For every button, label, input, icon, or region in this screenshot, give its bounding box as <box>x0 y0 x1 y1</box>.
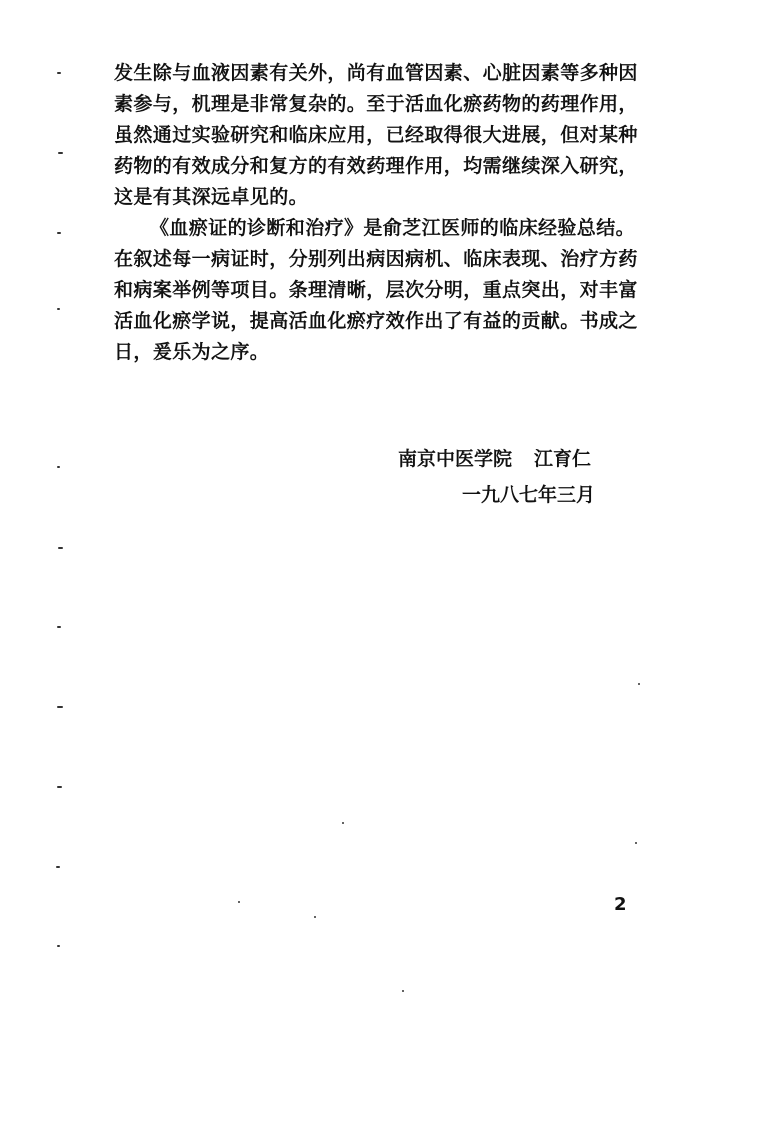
paragraph-start-line: 《血瘀证的诊断和治疗》是俞芝江医师的临床经验总结。 <box>150 217 636 239</box>
scan-speck <box>57 706 63 708</box>
text-line: 日，爰乐为之序。 <box>114 341 270 363</box>
scan-speck <box>57 786 62 788</box>
scan-speck <box>57 945 60 947</box>
scan-speck <box>57 72 61 74</box>
scan-speck <box>56 866 60 868</box>
signature-author: 江育仁 <box>534 448 592 470</box>
text-line: 虽然通过实验研究和临床应用，已经取得很大进展，但对某种 <box>114 124 638 146</box>
text-line: 和病案举例等项目。条理清晰，层次分明，重点突出，对丰富 <box>114 279 638 301</box>
text-line: 素参与，机理是非常复杂的。至于活血化瘀药物的药理作用， <box>114 93 638 115</box>
scan-speck <box>58 152 63 154</box>
text-line: 发生除与血液因素有关外，尚有血管因素、心脏因素等多种因 <box>114 62 638 84</box>
scan-speck <box>314 916 316 918</box>
scan-speck <box>58 547 63 549</box>
scan-speck <box>342 822 344 824</box>
scan-speck <box>638 683 640 685</box>
preface-body <box>114 58 644 368</box>
scan-speck <box>402 990 404 992</box>
signature-date: 一九八七年三月 <box>462 484 596 506</box>
page-number: 2 <box>614 894 627 915</box>
signature-institution: 南京中医学院 <box>398 448 513 470</box>
scan-speck <box>57 308 60 310</box>
signature-block <box>398 444 595 516</box>
text-line: 在叙述每一病证时，分别列出病因病机、临床表现、治疗方药 <box>114 248 638 270</box>
text-line: 活血化瘀学说，提高活血化瘀疗效作出了有益的贡献。书成之 <box>114 310 638 332</box>
text-line: 这是有其深远卓见的。 <box>114 186 309 208</box>
scan-speck <box>57 232 61 234</box>
scan-speck <box>635 842 637 844</box>
scan-speck <box>57 626 61 628</box>
text-line: 药物的有效成分和复方的有效药理作用，均需继续深入研究， <box>114 155 638 177</box>
scan-speck <box>57 466 60 468</box>
scan-speck <box>238 901 240 903</box>
